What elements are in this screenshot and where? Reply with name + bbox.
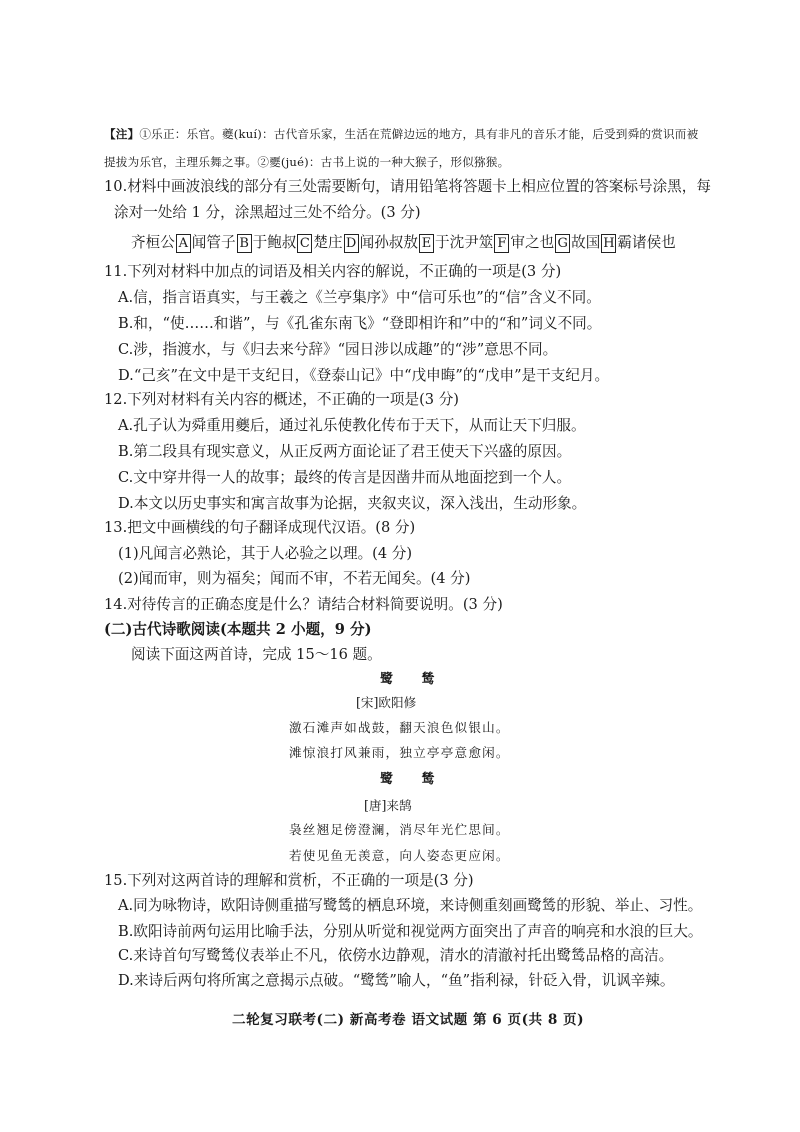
q15-stem: 15.下列对这两首诗的理解和赏析，不正确的一项是(3 分): [104, 872, 474, 889]
poem-2-line-1: 袅丝翘足傍澄澜，消尽年光伫思间。: [289, 822, 510, 837]
poem-1-author: [宋]欧阳修: [356, 695, 417, 710]
poem-2-title: 鹭 鸶: [380, 772, 447, 787]
q10-stem-line-2: 涂对一处给 1 分，涂黑超过三处不给分。(3 分): [114, 204, 421, 221]
poem-2-line-2: 若使见鱼无羡意，向人姿态更应闲。: [289, 848, 510, 863]
q12-option-b: B.第二段具有现实意义，从正反两方面论证了君王使天下兴盛的原因。: [118, 443, 572, 460]
q10-segment: 于鲍叔: [252, 234, 297, 251]
q10-segment: 楚庄: [313, 234, 343, 251]
q10-segment: 故国: [571, 234, 601, 251]
annotation-text-1: ①乐正：乐官。夔(kuí)：古代音乐家，生活在荒僻边远的地方，具有非凡的音乐才能，后受到舜的赏识而被: [139, 127, 699, 141]
q10-answer-box-g[interactable]: G: [555, 234, 570, 253]
q10-sentence: [131, 233, 676, 253]
q10-answer-box-e[interactable]: E: [419, 234, 434, 253]
q12-stem: 12.下列对材料有关内容的概述，不正确的一项是(3 分): [104, 391, 459, 408]
q10-segment: 闻管子: [191, 234, 236, 251]
q10-segment: 闻孙叔敖: [359, 234, 418, 251]
q12-option-d: D.本文以历史事实和寓言故事为论据，夹叙夹议，深入浅出，生动形象。: [118, 495, 587, 512]
q10-answer-box-c[interactable]: C: [297, 234, 312, 253]
q10-stem-line-1: 10.材料中画波浪线的部分有三处需要断句，请用铅笔将答题卡上相应位置的答案标号涂黑，每: [104, 178, 711, 195]
q11-option-a: A.信，指言语真实，与王羲之《兰亭集序》中“信可乐也”的“信”含义不同。: [118, 289, 601, 306]
q12-option-a: A.孔子认为舜重用夔后，通过礼乐使教化传布于天下，从而让天下归服。: [118, 417, 586, 434]
q13-item-1: (1)凡闻言必熟论，其于人必验之以理。(4 分): [118, 545, 413, 562]
q10-answer-box-h[interactable]: H: [603, 235, 615, 251]
q11-option-d: D.“己亥”在文中是干支纪日，《登泰山记》中“戊申晦”的“戊申”是干支纪月。: [118, 367, 610, 384]
poem-2-author: [唐]来鹄: [364, 798, 412, 813]
q10-segment: 审之也: [510, 234, 555, 251]
section-instruction: 阅读下面这两首诗，完成 15～16 题。: [131, 646, 382, 663]
poem-1-title: 鹭 鸶: [380, 672, 447, 687]
q13-stem: 13.把文中画横线的句子翻译成现代汉语。(8 分): [104, 519, 416, 536]
q10-answer-box-f[interactable]: F: [494, 234, 509, 253]
annotation-tag: 【注】: [104, 127, 140, 141]
q12-option-c: C.文中穿井得一人的故事；最终的传言是因凿井而从地面挖到一个人。: [118, 469, 572, 486]
q10-answer-box-d[interactable]: D: [344, 234, 359, 253]
poem-1-line-2: 滩惊浪打风兼雨，独立亭亭意愈闲。: [289, 745, 510, 760]
q15-option-a: A.同为咏物诗，欧阳诗侧重描写鹭鸶的栖息环境，来诗侧重刻画鹭鸶的形貌、举止、习性。: [118, 897, 703, 914]
q11-option-b: B.和，“使……和谐”，与《孔雀东南飞》“登即相许和”中的“和”词义不同。: [118, 315, 602, 332]
page-footer: 二轮复习联考(二) 新高考卷 语文试题 第 6 页(共 8 页): [232, 1012, 585, 1028]
q10-segment: 于沈尹筮: [434, 234, 494, 251]
q13-item-2: (2)闻而审，则为福矣；闻而不审，不若无闻矣。(4 分): [118, 570, 471, 587]
q15-option-c: C.来诗首句写鹭鸶仪表举止不凡，依傍水边静观，清水的清澈衬托出鹭鸶品格的高洁。: [118, 947, 674, 964]
q10-answer-box-a[interactable]: A: [176, 234, 191, 253]
q15-option-b: B.欧阳诗前两句运用比喻手法，分别从听觉和视觉两方面突出了声音的响亮和水浪的巨大。: [118, 923, 703, 940]
annotation-line-1: [104, 124, 698, 144]
q10-segment: 齐桓公: [131, 234, 175, 251]
section-heading: (二)古代诗歌阅读(本题共 2 小题，9 分): [104, 621, 372, 638]
q10-segment: 霸诸侯也: [617, 234, 676, 251]
q14-stem: 14.对待传言的正确态度是什么？请结合材料简要说明。(3 分): [104, 596, 503, 613]
q15-option-d: D.来诗后两句将所寓之意揭示点破。“鹭鸶”喻人，“鱼”指利禄，针砭入骨，讥讽辛辣。: [118, 972, 675, 989]
poem-1-line-1: 激石滩声如战鼓，翻天浪色似银山。: [289, 720, 510, 735]
q11-option-c: C.涉，指渡水，与《归去来兮辞》“园日涉以成趣”的“涉”意思不同。: [118, 341, 558, 358]
q11-stem: 11.下列对材料中加点的词语及相关内容的解说，不正确的一项是(3 分): [104, 263, 562, 280]
annotation-line-2: 提拔为乐官，主理乐舞之事。②夒(jué)：古书上说的一种大猴子，形似猕猴。: [104, 155, 510, 169]
q10-answer-box-b[interactable]: B: [237, 234, 252, 253]
